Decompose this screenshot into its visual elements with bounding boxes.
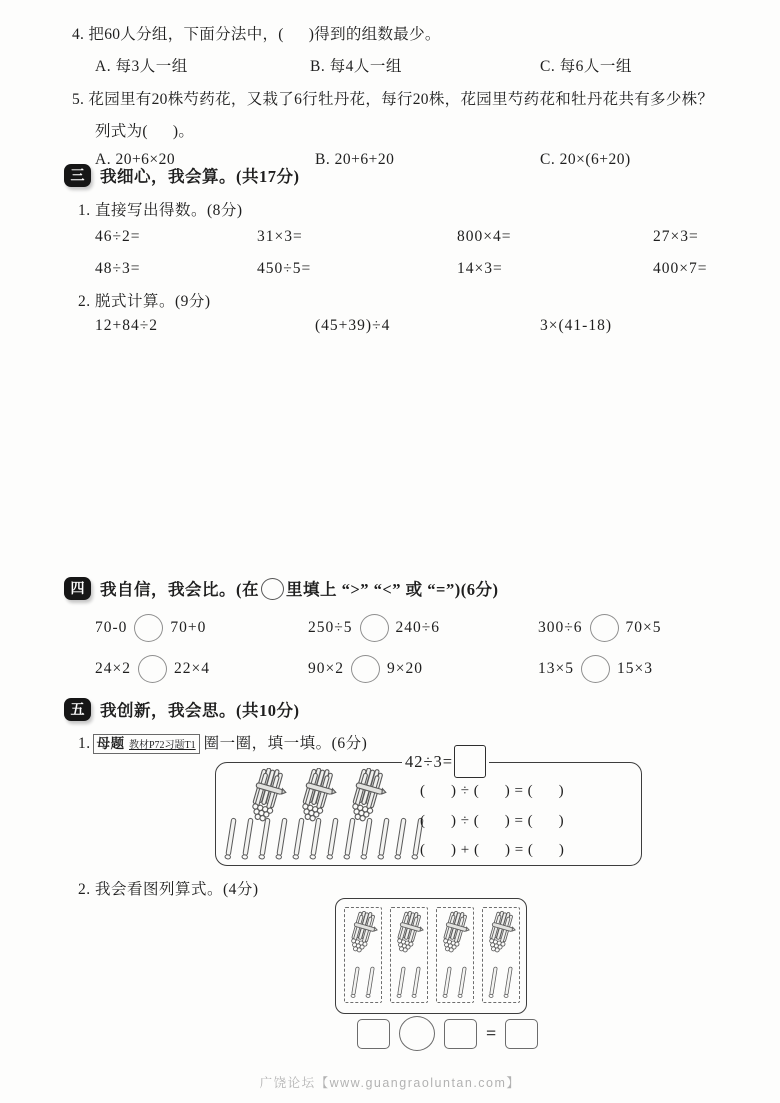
compare-circle	[351, 655, 380, 683]
compare-item: 13×5 15×3	[538, 655, 653, 683]
section-5-title: 我创新，我会思。(共10分)	[100, 701, 300, 720]
stick-pair	[396, 966, 422, 999]
stick-bundle-icon	[394, 911, 424, 953]
operator-circle	[399, 1016, 435, 1051]
compare-item: 70-0 70+0	[95, 614, 206, 642]
compare-circle	[134, 614, 163, 642]
stick-icon	[442, 966, 453, 999]
stepwise-problem: 3×(41-18)	[540, 317, 612, 334]
compare-item: 300÷6 70×5	[538, 614, 662, 642]
question-5-line2: 列式为( )。	[95, 123, 195, 140]
blank-circle-icon	[261, 578, 284, 600]
calc-item: 48÷3=	[95, 260, 141, 277]
stick-icon	[240, 817, 256, 861]
calc-item: 14×3=	[457, 260, 503, 277]
loose-sticks-row	[223, 817, 426, 861]
section-4-header	[64, 576, 498, 600]
stick-icon	[257, 817, 273, 861]
fill-equation-row: ( ) ÷ ( ) = ( )	[420, 813, 565, 829]
compare-circle	[360, 614, 389, 642]
stick-icon	[274, 817, 290, 861]
section-3-title: 我细心，我会算。(共17分)	[100, 167, 300, 186]
box-equation-label: 42÷3=	[402, 745, 489, 778]
stick-icon	[365, 966, 376, 999]
calc-item: 450÷5=	[257, 260, 312, 277]
stick-icon	[350, 966, 361, 999]
stick-group	[482, 907, 520, 1003]
answer-box	[454, 745, 486, 778]
stick-pair	[488, 966, 514, 999]
section-5-item-2: 2. 我会看图列算式。(4分)	[78, 881, 259, 898]
question-4-text: 4. 把60人分组，下面分法中，( )得到的组数最少。	[72, 26, 441, 43]
question-5-option-b: B. 20+6+20	[315, 151, 395, 168]
stick-icon	[411, 966, 422, 999]
answer-box	[505, 1019, 538, 1049]
stick-bundle-icon	[348, 911, 378, 953]
calc-item: 27×3=	[653, 228, 699, 245]
section-3-badge-icon: 三	[64, 164, 91, 187]
question-5-text: 5. 花园里有20株芍药花，又栽了6行牡丹花，每行20株，花园里芍药花和牡丹花共有多少株？	[72, 91, 714, 108]
answer-equation-row	[357, 1016, 538, 1051]
calc-item: 46÷2=	[95, 228, 141, 245]
section-5-badge-icon: 五	[64, 698, 91, 721]
stick-icon	[376, 817, 392, 861]
question-5-option-a: A. 20+6×20	[95, 151, 176, 168]
sticks-exercise-box	[215, 751, 642, 866]
stick-icon	[325, 817, 341, 861]
stick-pair	[350, 966, 376, 999]
calc-item: 800×4=	[457, 228, 512, 245]
equals-sign: =	[486, 1023, 497, 1043]
stick-group	[436, 907, 474, 1003]
watermark-footer: 广饶论坛【www.guangraoluntan.com】	[259, 1076, 521, 1090]
stick-icon	[342, 817, 358, 861]
stick-icon	[393, 817, 409, 861]
stick-icon	[223, 817, 239, 861]
fill-equation-row: ( ) ÷ ( ) = ( )	[420, 783, 565, 799]
stick-icon	[503, 966, 514, 999]
compare-circle	[138, 655, 167, 683]
stick-icon	[308, 817, 324, 861]
stick-icon	[396, 966, 407, 999]
source-tag: 母题 教材P72习题T1	[93, 734, 200, 754]
calc-item: 400×7=	[653, 260, 708, 277]
compare-item: 250÷5 240÷6	[308, 614, 440, 642]
compare-circle	[590, 614, 619, 642]
stick-bundle-icon	[486, 911, 516, 953]
stick-icon	[457, 966, 468, 999]
stepwise-problem: 12+84÷2	[95, 317, 158, 334]
stick-icon	[488, 966, 499, 999]
stick-bundle-icon	[440, 911, 470, 953]
question-4-option-b: B. 每4人一组	[310, 58, 402, 75]
section-5-item-1: 1. 母题 教材P72习题T1 圈一圈，填一填。(6分)	[78, 735, 368, 752]
section-3-sub-1: 1. 直接写出得数。(8分)	[78, 202, 243, 219]
answer-box	[357, 1019, 390, 1049]
section-3-header	[64, 163, 300, 187]
grouped-sticks-box	[335, 898, 527, 1014]
answer-box	[444, 1019, 477, 1049]
stick-icon	[291, 817, 307, 861]
bundle-row	[244, 768, 391, 822]
fill-equation-row: ( ) + ( ) = ( )	[420, 842, 565, 858]
compare-circle	[581, 655, 610, 683]
section-5-header	[64, 697, 300, 721]
stick-bundle-icon	[244, 768, 291, 822]
question-5-option-c: C. 20×(6+20)	[540, 151, 631, 168]
question-4-option-a: A. 每3人一组	[95, 58, 188, 75]
stick-bundle-icon	[344, 768, 391, 822]
compare-item: 24×2 22×4	[95, 655, 210, 683]
section-3-sub-2: 2. 脱式计算。(9分)	[78, 293, 211, 310]
stepwise-problem: (45+39)÷4	[315, 317, 391, 334]
stick-group	[344, 907, 382, 1003]
calc-item: 31×3=	[257, 228, 303, 245]
stick-bundle-icon	[294, 768, 341, 822]
section-4-badge-icon: 四	[64, 577, 91, 600]
stick-pair	[442, 966, 468, 999]
question-4-option-c: C. 每6人一组	[540, 58, 632, 75]
compare-item: 90×2 9×20	[308, 655, 423, 683]
section-4-title: 我自信，我会比。(在 里填上 “>” “<” 或 “=”)(6分)	[100, 580, 499, 599]
stick-group	[390, 907, 428, 1003]
stick-icon	[359, 817, 375, 861]
